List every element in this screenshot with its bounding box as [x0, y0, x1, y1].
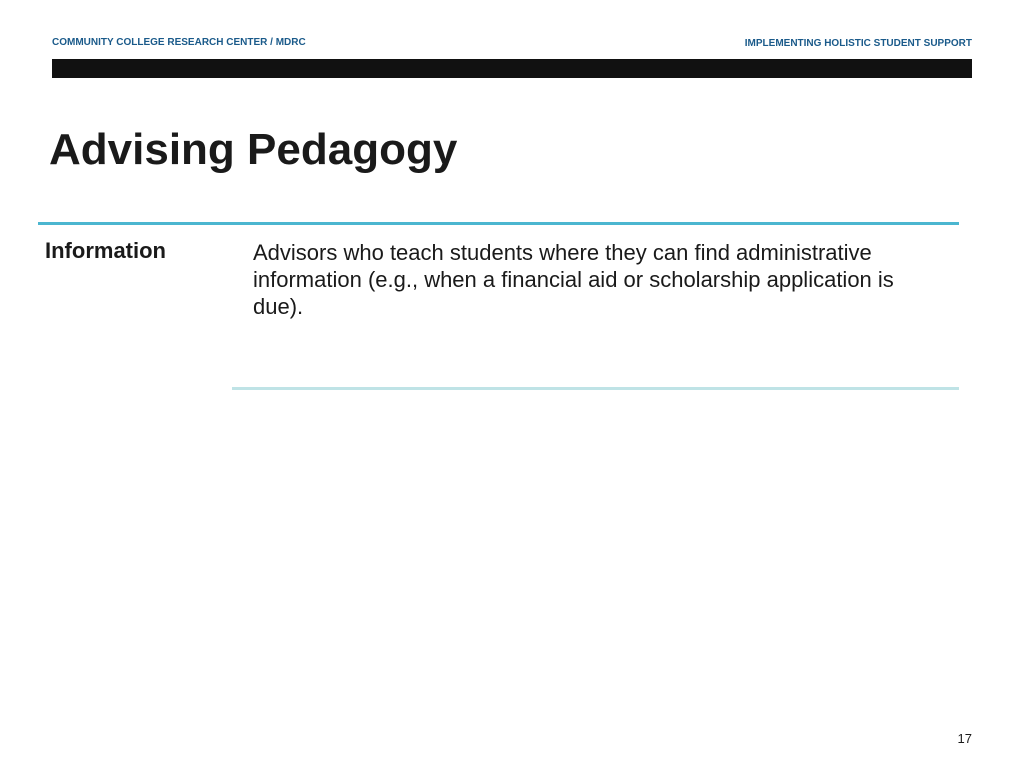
header-bar: [52, 59, 972, 78]
table-bottom-rule: [232, 387, 959, 390]
header-report-title: IMPLEMENTING HOLISTIC STUDENT SUPPORT: [744, 38, 972, 49]
header-organization: COMMUNITY COLLEGE RESEARCH CENTER / MDRC: [52, 37, 306, 48]
row-label: Information: [45, 238, 166, 263]
page-number: 17: [957, 731, 972, 746]
table-top-rule: [38, 222, 959, 225]
row-description: Advisors who teach students where they can find administrative information (e.g., when a financial aid or scholarship application is due).: [253, 240, 894, 319]
page-title: Advising Pedagogy: [49, 125, 458, 174]
